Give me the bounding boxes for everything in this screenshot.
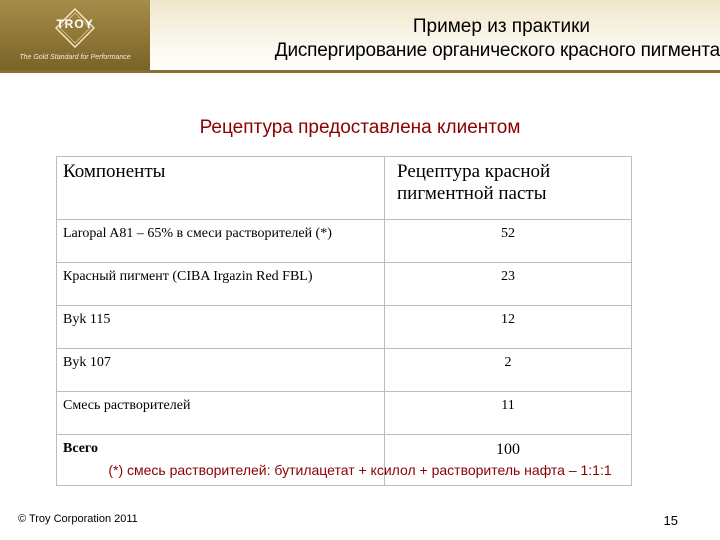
table-row xyxy=(57,306,632,349)
copyright-notice: © Troy Corporation 2011 xyxy=(18,513,138,525)
column-header-recipe: Рецептура красной пигментной пасты xyxy=(385,157,632,220)
table-row xyxy=(57,263,632,306)
logo-wordmark: TROY xyxy=(56,17,94,31)
total-label-cell: Всего xyxy=(57,435,385,486)
table-row xyxy=(57,220,632,263)
logo-tagline: The Gold Standard for Performance xyxy=(19,54,131,61)
component-cell: Laropal A81 – 65% в смеси растворителей (*) xyxy=(57,220,385,263)
recipe-table xyxy=(56,156,632,486)
slide-subtitle: Рецептура предоставлена клиентом xyxy=(199,117,521,138)
header-divider xyxy=(0,70,720,73)
page-number: 15 xyxy=(663,513,678,528)
table-row xyxy=(57,392,632,435)
component-cell: Смесь растворителей xyxy=(57,392,385,435)
slide-header xyxy=(0,0,720,80)
value-cell: 12 xyxy=(385,306,632,349)
component-cell: Красный пигмент (CIBA Irgazin Red FBL) xyxy=(57,263,385,306)
value-cell: 2 xyxy=(385,349,632,392)
table-row xyxy=(57,349,632,392)
slide-title-line-2: Диспергирование органического красного пигмента xyxy=(274,40,720,61)
component-cell: Byk 115 xyxy=(57,306,385,349)
value-cell: 11 xyxy=(385,392,632,435)
slide-title-line-1: Пример из практики xyxy=(412,16,590,37)
total-value-cell: 100 xyxy=(385,435,632,486)
column-header-components: Компоненты xyxy=(57,157,385,220)
component-cell: Byk 107 xyxy=(57,349,385,392)
value-cell: 23 xyxy=(385,263,632,306)
table-header-row xyxy=(57,157,632,220)
footnote: (*) смесь растворителей: бутилацетат + ксилол + растворитель нафта – 1:1:1 xyxy=(108,462,612,478)
value-cell: 52 xyxy=(385,220,632,263)
